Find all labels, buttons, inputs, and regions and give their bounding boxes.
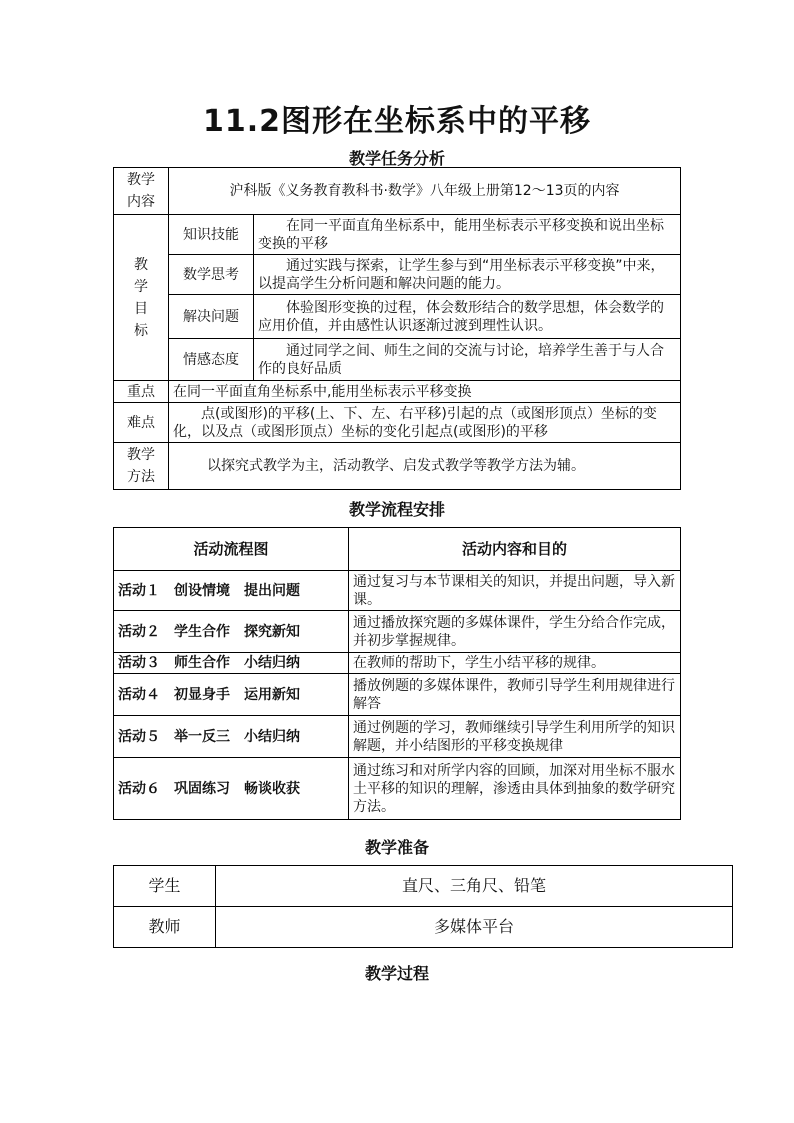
difficulty-text: 点(或图形)的平移(上、下、左、右平移)引起的点（或图形顶点）坐标的变化，以及点（或图形顶点）坐标的变化引起点(或图形)的平移 xyxy=(169,403,681,443)
method-label-line-2: 方法 xyxy=(127,469,155,485)
content-label-line-1: 教学 xyxy=(127,172,155,188)
prep-row xyxy=(114,866,733,907)
goal-row xyxy=(114,295,681,339)
content-text: 沪科版《义务教育教科书·数学》八年级上册第12～13页的内容 xyxy=(169,168,681,215)
flow-activity: 活动４ 初显身手 运用新知 xyxy=(114,674,349,716)
goals-label-char: 学 xyxy=(134,278,148,295)
flow-row xyxy=(114,571,681,611)
section-title-flow: 教学流程安排 xyxy=(348,500,445,519)
flow-row xyxy=(114,611,681,653)
task-analysis-table xyxy=(113,167,681,490)
prep-value: 直尺、三角尺、铅笔 xyxy=(216,866,733,907)
method-text: 以探究式教学为主，活动教学、启发式教学等教学方法为辅。 xyxy=(169,443,681,490)
section-title-process: 教学过程 xyxy=(364,964,429,983)
difficulty-label: 难点 xyxy=(114,403,169,443)
goal-label: 数学思考 xyxy=(169,255,254,295)
prep-label: 学生 xyxy=(114,866,216,907)
method-label xyxy=(114,443,169,490)
goal-row xyxy=(114,339,681,381)
flow-row xyxy=(114,758,681,820)
goals-label-char: 目 xyxy=(134,300,148,317)
key-point-row xyxy=(114,381,681,403)
flow-activity: 活动２ 学生合作 探究新知 xyxy=(114,611,349,653)
flow-content: 通过练习和对所学内容的回顾，加深对用坐标不服水土平移的知识的理解，渗透由具体到抽象的数学研究方法。 xyxy=(349,758,681,820)
section-title-preparation: 教学准备 xyxy=(364,838,429,857)
flow-table xyxy=(113,527,681,820)
flow-header-content: 活动内容和目的 xyxy=(349,528,681,571)
method-label-line-1: 教学 xyxy=(127,447,155,463)
flow-activity: 活动３ 师生合作 小结归纳 xyxy=(114,653,349,674)
prep-row xyxy=(114,907,733,948)
goal-label: 知识技能 xyxy=(169,215,254,255)
content-row xyxy=(114,168,681,215)
key-point-label: 重点 xyxy=(114,381,169,403)
goal-label: 解决问题 xyxy=(169,295,254,339)
flow-row xyxy=(114,653,681,674)
goal-text: 在同一平面直角坐标系中，能用坐标表示平移变换和说出坐标变换的平移 xyxy=(254,215,681,255)
key-point-text: 在同一平面直角坐标系中,能用坐标表示平移变换 xyxy=(169,381,681,403)
goal-label: 情感态度 xyxy=(169,339,254,381)
goal-text: 体验图形变换的过程，体会数形结合的数学思想，体会数学的应用价值，并由感性认识逐渐过渡到理性认识。 xyxy=(254,295,681,339)
flow-activity: 活动５ 举一反三 小结归纳 xyxy=(114,716,349,758)
flow-activity: 活动６ 巩固练习 畅谈收获 xyxy=(114,758,349,820)
goal-text: 通过同学之间、师生之间的交流与讨论，培养学生善于与人合作的良好品质 xyxy=(254,339,681,381)
flow-row xyxy=(114,716,681,758)
flow-activity: 活动１ 创设情境 提出问题 xyxy=(114,571,349,611)
goals-label-char: 标 xyxy=(134,322,148,339)
goal-text: 通过实践与探索，让学生参与到“用坐标表示平移变换”中来，以提高学生分析问题和解决问题的能力。 xyxy=(254,255,681,295)
flow-content: 播放例题的多媒体课件，教师引导学生利用规律进行解答 xyxy=(349,674,681,716)
goal-row xyxy=(114,255,681,295)
flow-header-row xyxy=(114,528,681,571)
content-label xyxy=(114,168,169,215)
difficulty-row xyxy=(114,403,681,443)
prep-value: 多媒体平台 xyxy=(216,907,733,948)
flow-header-activity: 活动流程图 xyxy=(114,528,349,571)
preparation-table xyxy=(113,865,733,948)
content-label-line-2: 内容 xyxy=(127,194,155,210)
page-title: 11.2图形在坐标系中的平移 xyxy=(202,104,592,139)
flow-content: 通过例题的学习，教师继续引导学生利用所学的知识解题，并小结图形的平移变换规律 xyxy=(349,716,681,758)
flow-content: 通过播放探究题的多媒体课件，学生分给合作完成，并初步掌握规律。 xyxy=(349,611,681,653)
goals-label-char: 教 xyxy=(134,256,148,273)
flow-row xyxy=(114,674,681,716)
section-title-task-analysis: 教学任务分析 xyxy=(348,149,445,168)
prep-label: 教师 xyxy=(114,907,216,948)
flow-content: 通过复习与本节课相关的知识，并提出问题，导入新课。 xyxy=(349,571,681,611)
flow-content: 在教师的帮助下，学生小结平移的规律。 xyxy=(349,653,681,674)
goals-label xyxy=(114,215,169,381)
method-row xyxy=(114,443,681,490)
goal-row xyxy=(114,215,681,255)
